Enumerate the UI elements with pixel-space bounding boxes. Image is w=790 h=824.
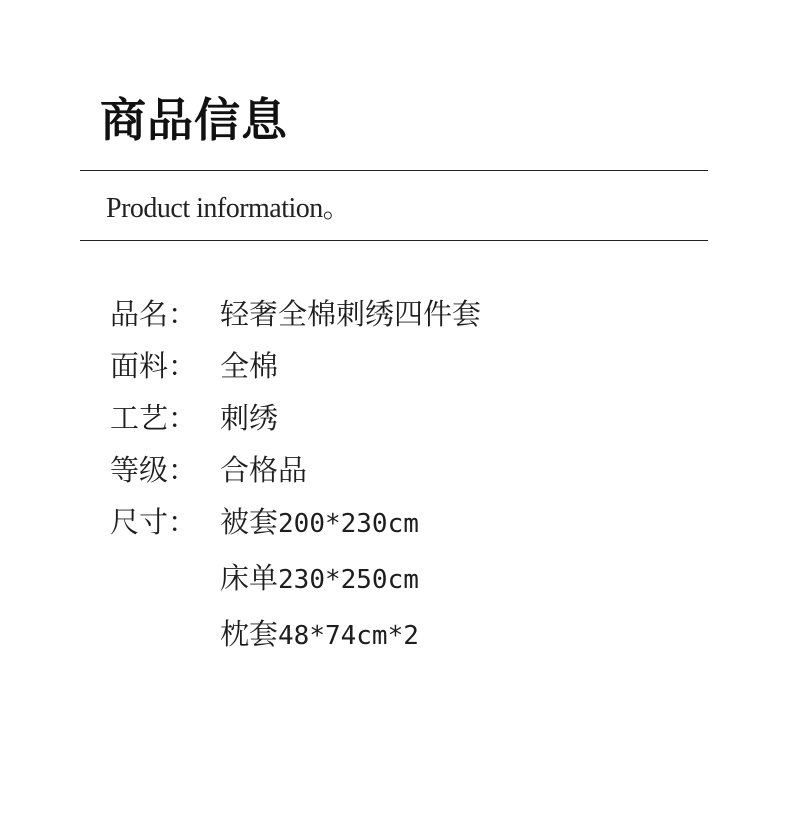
- page-subtitle: Product information。: [106, 193, 351, 224]
- size-item: [220, 610, 419, 666]
- product-info-list: [110, 290, 481, 666]
- info-label: 工艺：: [110, 401, 198, 435]
- size-item-spec: 48*74cm*2: [278, 621, 419, 651]
- size-item-name: 床单: [220, 561, 279, 595]
- size-item-name: 枕套: [220, 617, 279, 651]
- info-value: 全棉: [220, 349, 279, 383]
- info-label: 尺寸：: [110, 505, 198, 539]
- info-value: 轻奢全棉刺绣四件套: [220, 297, 482, 331]
- info-label: 品名：: [110, 297, 198, 331]
- size-item: [220, 498, 419, 554]
- info-row-craft: [110, 394, 481, 446]
- size-item-name: 被套: [220, 505, 279, 539]
- info-row-size: [110, 498, 481, 666]
- divider-top: [80, 170, 708, 171]
- page-title: 商品信息: [100, 93, 288, 147]
- info-row-grade: [110, 446, 481, 498]
- info-label: 面料：: [110, 349, 198, 383]
- size-list: [220, 498, 419, 666]
- info-label: 等级：: [110, 453, 198, 487]
- info-value: 合格品: [220, 453, 308, 487]
- divider-bottom: [80, 240, 708, 241]
- size-item-spec: 230*250cm: [278, 565, 419, 595]
- size-item: [220, 554, 419, 610]
- info-value: 刺绣: [220, 401, 279, 435]
- info-row-fabric: [110, 342, 481, 394]
- info-row-name: [110, 290, 481, 342]
- size-item-spec: 200*230cm: [278, 509, 419, 539]
